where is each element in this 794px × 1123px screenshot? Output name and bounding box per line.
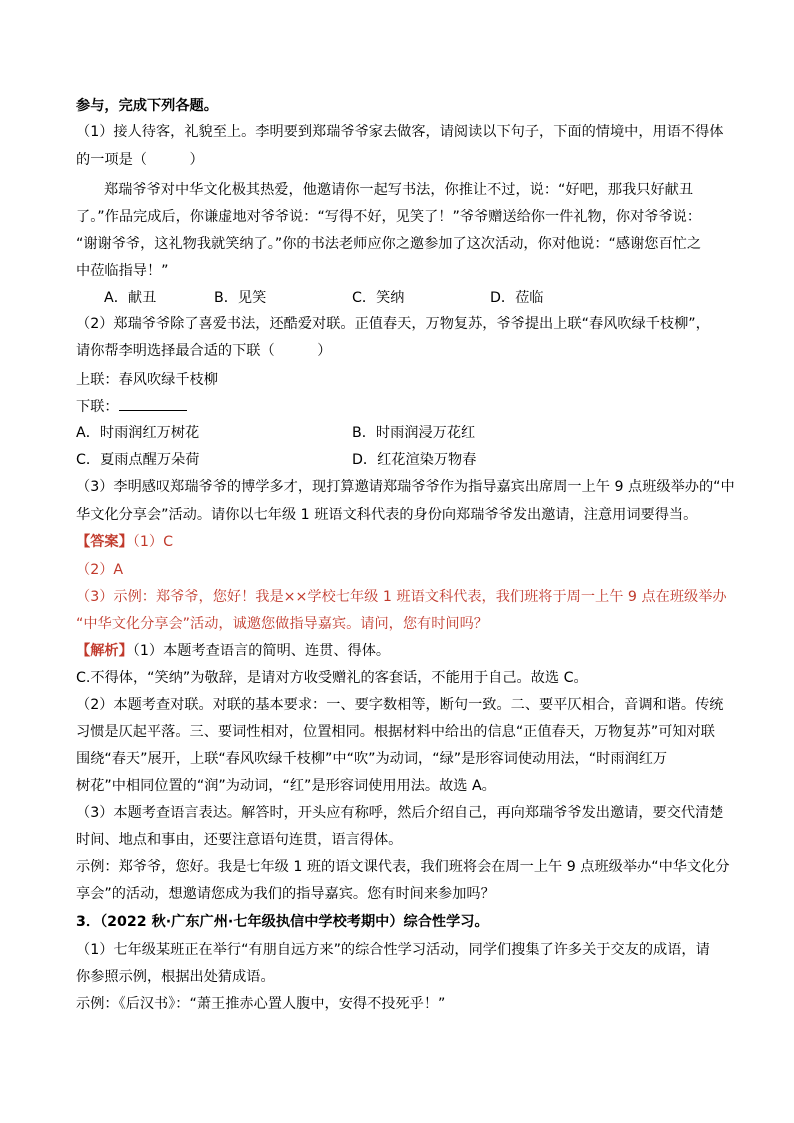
q1-passage-line-4: 中莅临指导！”: [76, 263, 169, 279]
analysis-line-1: [76, 641, 390, 661]
q2-option-b: B．时雨润浸万花红: [352, 425, 476, 441]
answer-1: （1）C: [132, 534, 173, 550]
q2-option-c: C．夏雨点醒万朵荷: [76, 452, 200, 468]
analysis-line-4: 习惯是仄起平落。三、要词性相对，位置相同。根据材料中给出的信息“正值春天，万物复苏”可知对联: [76, 724, 715, 740]
analysis-line-3: （2）本题考查对联。对联的基本要求：一、要字数相等，断句一致。二、要平仄相合，音调和谐。传统: [76, 697, 724, 713]
q2-lower-couplet: [76, 396, 187, 417]
q2-option-a: A．时雨润红万树花: [76, 425, 200, 441]
answer-2: （2）A: [76, 562, 124, 578]
analysis-tag: 【解析】: [76, 643, 133, 659]
q1-stem-line-2: 的一项是（ ）: [76, 152, 204, 168]
question-3-title: 3．（2022 秋·广东广州·七年级执信中学校考期中）综合性学习。: [76, 914, 489, 930]
question-3-stem-1: （1）七年级某班正在举行“有朋自远方来”的综合性学习活动，同学们搜集了许多关于交友的成语，请: [76, 942, 710, 958]
analysis-line-2: C.不得体，“笑纳”为敬辞，是请对方收受赠礼的客套话，不能用于自己。故选 C。: [76, 670, 588, 686]
q1-option-d: D．莅临: [490, 290, 544, 306]
q3-stem-line-1: （3）李明感叹郑瑞爷爷的博学多才，现打算邀请郑瑞爷爷作为指导嘉宾出席周一上午 9 点班级举办的“中: [76, 479, 735, 495]
q2-upper-couplet: 上联：春风吹绿千枝柳: [76, 372, 218, 388]
q2-lower-label: 下联：: [76, 399, 119, 415]
analysis-line-9: 示例：郑爷爷，您好。我是七年级 1 班的语文课代表，我们班将会在周一上午 9 点班级举办“中华文化分: [76, 859, 730, 875]
q1-passage-line-1: 郑瑞爷爷对中华文化极其热爱，他邀请你一起写书法，你推让不过，说：“好吧，那我只好献丑: [104, 182, 694, 198]
q1-passage-line-3: “谢谢爷爷，这礼物我就笑纳了。”你的书法老师应你之邀参加了这次活动，你对他说：“感谢您百忙之: [76, 236, 702, 252]
question-3-example: 示例：《后汉书》：“萧王推赤心置人腹中，安得不投死乎！”: [76, 996, 446, 1012]
analysis-line-5: 围绕“春天”展开，上联“春风吹绿千枝柳”中“吹”为动词，“绿”是形容词使动用法，“时雨润红万: [76, 751, 668, 767]
analysis-1: （1）本题考查语言的简明、连贯、得体。: [132, 643, 391, 659]
analysis-line-10: 享会”的活动，想邀请您成为我们的指导嘉宾。您有时间来参加吗？: [76, 886, 495, 902]
answer-tag: 【答案】: [76, 534, 133, 550]
q2-answer-blank: [119, 396, 187, 411]
q1-option-c: C．笑纳: [352, 290, 405, 306]
answer-3-line-2: “中华文化分享会”活动，诚邀您做指导嘉宾。请问，您有时间吗？: [76, 616, 488, 632]
analysis-line-6: 树花”中相同位置的“润”为动词，“红”是形容词使用用法。故选 A。: [76, 778, 496, 794]
q3-stem-line-2: 华文化分享会”活动。请你以七年级 1 班语文科代表的身份向郑瑞爷爷发出邀请，注意用词要得当。: [76, 507, 698, 523]
q1-option-a: A．献丑: [104, 290, 157, 306]
q2-stem-line-1: （2）郑瑞爷爷除了喜爱书法，还酷爱对联。正值春天，万物复苏，爷爷提出上联“春风吹绿千枝柳”，: [76, 316, 710, 332]
answer-line-1: [76, 532, 173, 552]
question-3-stem-2: 你参照示例，根据出处猜成语。: [76, 969, 275, 985]
analysis-line-8: 时间、地点和事由，还要注意语句连贯，语言得体。: [76, 832, 403, 848]
q1-stem-line-1: （1）接人待客，礼貌至上。李明要到郑瑞爷爷家去做客，请阅读以下句子，下面的情境中，用语不得体: [76, 124, 724, 140]
q2-stem-line-2: 请你帮李明选择最合适的下联（ ）: [76, 343, 332, 359]
q2-option-d: D．红花渲染万物春: [352, 452, 477, 468]
analysis-line-7: （3）本题考查语言表达。解答时，开头应有称呼，然后介绍自己，再向郑瑞爷爷发出邀请，要交代清楚: [76, 805, 724, 821]
q1-option-b: B．见笑: [214, 290, 267, 306]
q1-passage-line-2: 了。”作品完成后，你谦虚地对爷爷说：“写得不好，见笑了！”爷爷赠送给你一件礼物，你对爷爷说：: [76, 209, 702, 225]
intro-line: 参与，完成下列各题。: [76, 98, 218, 114]
answer-3-line-1: （3）示例：郑爷爷，您好！我是××学校七年级 1 班语文科代表，我们班将于周一上午 9 点在班级举办: [76, 589, 727, 605]
